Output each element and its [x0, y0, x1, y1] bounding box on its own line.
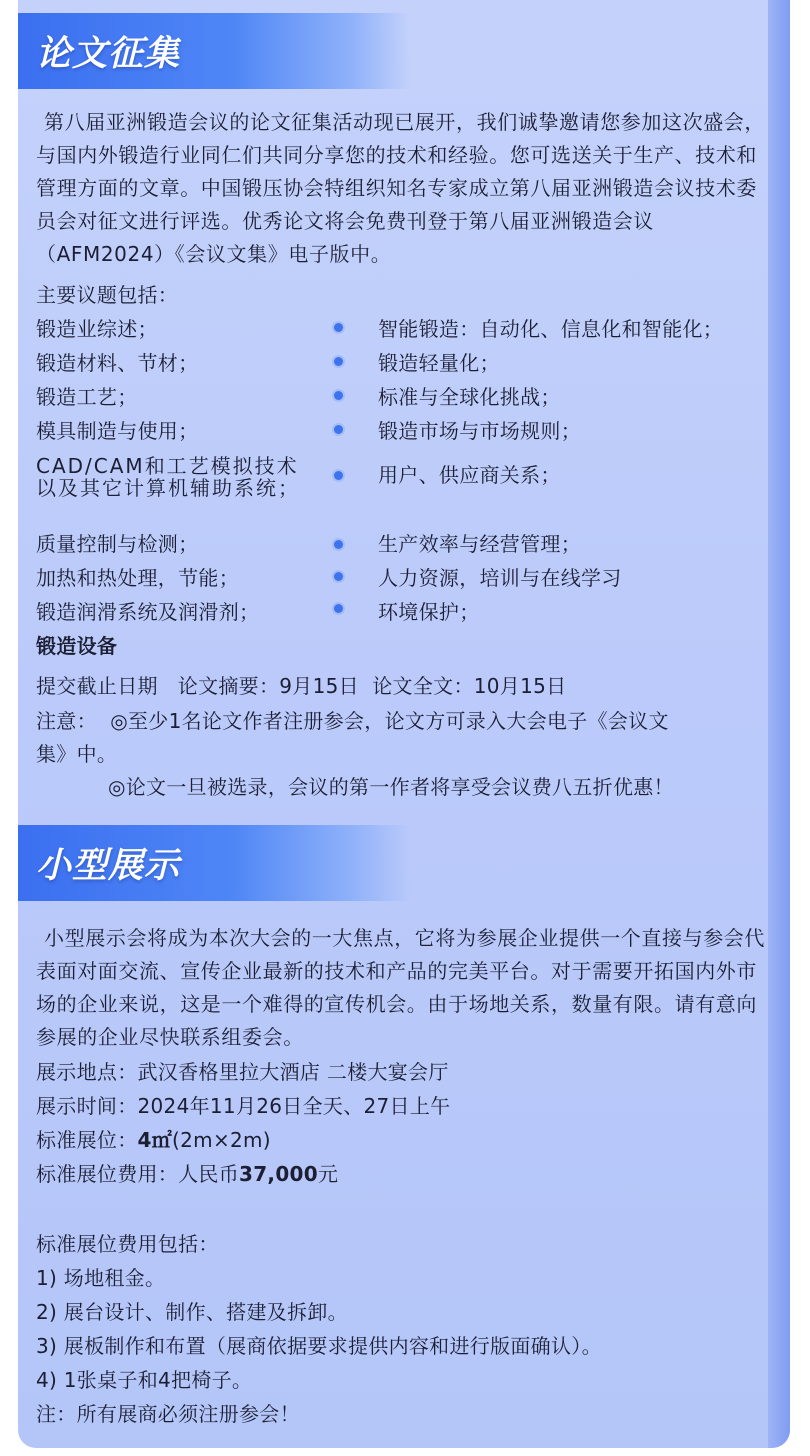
topic-right-1: 智能锻造：自动化、信息化和智能化； — [378, 317, 724, 341]
booth-fee — [36, 1158, 338, 1191]
content-card — [18, 0, 790, 1448]
includes-item-2: 2) 展台设计、制作、搭建及拆卸。 — [36, 1300, 348, 1324]
topic-left-7: 加热和热处理，节能； — [36, 566, 239, 590]
papers-intro: 第八届亚洲锻造会议的论文征集活动现已展开，我们诚挚邀请您参加这次盛会，与国内外锻造行业同仁们共同分享您的技术和经验。您可选送关于生产、技术和管理方面的文章。中国锻压协会特组织知名专家成立第八届亚洲锻造会议技术委员会对征文进行评选。优秀论文将会免费刊登于第八届亚洲锻造会议（AFM2024）《会议文集》电子版中。 — [36, 110, 765, 266]
includes-item-4: 4) 1张桌子和4把椅子。 — [36, 1368, 253, 1392]
note-line-3: ◎论文一旦被选录，会议的第一作者将享受会议费八五折优惠！ — [108, 775, 674, 799]
fee-label: 标准展位费用：人民币 — [36, 1162, 239, 1186]
section-title-papers: 论文征集 — [36, 34, 181, 74]
section-title-exhibition: 小型展示 — [36, 846, 181, 886]
topic-right-6: 生产效率与经营管理； — [378, 532, 581, 556]
bullet-dot — [334, 604, 343, 613]
topic-right-8: 环境保护； — [378, 600, 480, 624]
bullet-dot — [334, 391, 343, 400]
topic-left-8: 锻造润滑系统及润滑剂； — [36, 600, 260, 624]
note-line-2: 集》中。 — [36, 742, 118, 766]
topic-right-5: 用户、供应商关系； — [378, 463, 561, 487]
topic-right-4: 锻造市场与市场规则； — [378, 419, 581, 443]
booth-label: 标准展位： — [36, 1128, 138, 1152]
exhibition-time: 展示时间：2024年11月26日全天、27日上午 — [36, 1094, 451, 1118]
booth-size: (2m×2m) — [172, 1128, 271, 1152]
section-banner-papers — [18, 13, 410, 89]
exhibitor-footnote: 注：所有展商必须注册参会！ — [36, 1402, 300, 1426]
note-line-1: 注意： ◎至少1名论文作者注册参会，论文方可录入大会电子《会议文 — [36, 709, 669, 733]
bullet-dot — [334, 357, 343, 366]
topic-left-4: 模具制造与使用； — [36, 419, 199, 443]
bullet-dot — [334, 540, 343, 549]
topic-left-2: 锻造材料、节材； — [36, 351, 199, 375]
includes-label: 标准展位费用包括： — [36, 1232, 219, 1256]
topic-left-1: 锻造业综述； — [36, 317, 158, 341]
topic-left-3: 锻造工艺； — [36, 385, 138, 409]
exhibition-intro: 小型展示会将成为本次大会的一大焦点，它将为参展企业提供一个直接与参会代表面对面交流、宣传企业最新的技术和产品的完美平台。对于需要开拓国内外市场的企业来说，这是一个难得的宣传机会。由于场地关系，数量有限。请有意向参展的企业尽快联系组委会。 — [36, 926, 765, 1049]
fee-value: 37,000 — [239, 1162, 318, 1186]
topic-right-3: 标准与全球化挑战； — [378, 385, 561, 409]
booth-spec — [36, 1124, 271, 1157]
deadline-line: 提交截止日期 论文摘要：9月15日 论文全文：10月15日 — [36, 674, 567, 698]
topic-right-7: 人力资源，培训与在线学习 — [378, 566, 622, 590]
bullet-dot — [334, 425, 343, 434]
fee-unit: 元 — [317, 1162, 339, 1186]
exhibition-location: 展示地点：武汉香格里拉大酒店 二楼大宴会厅 — [36, 1060, 449, 1084]
topic-left-6: 质量控制与检测； — [36, 532, 199, 556]
bullet-dot — [334, 471, 343, 480]
topic-left-5: CAD/CAM和工艺模拟技术以及其它计算机辅助系统； — [36, 454, 300, 500]
includes-item-1: 1) 场地租金。 — [36, 1266, 166, 1290]
topic-left-9: 锻造设备 — [36, 634, 118, 658]
topic-right-2: 锻造轻量化； — [378, 351, 500, 375]
booth-area: 4㎡ — [137, 1128, 173, 1152]
section-banner-exhibition — [18, 825, 410, 901]
bullet-dot — [334, 572, 343, 581]
topics-label: 主要议题包括： — [36, 283, 179, 307]
bullet-dot — [334, 323, 343, 332]
includes-item-3: 3) 展板制作和布置（展商依据要求提供内容和进行版面确认）。 — [36, 1334, 602, 1358]
